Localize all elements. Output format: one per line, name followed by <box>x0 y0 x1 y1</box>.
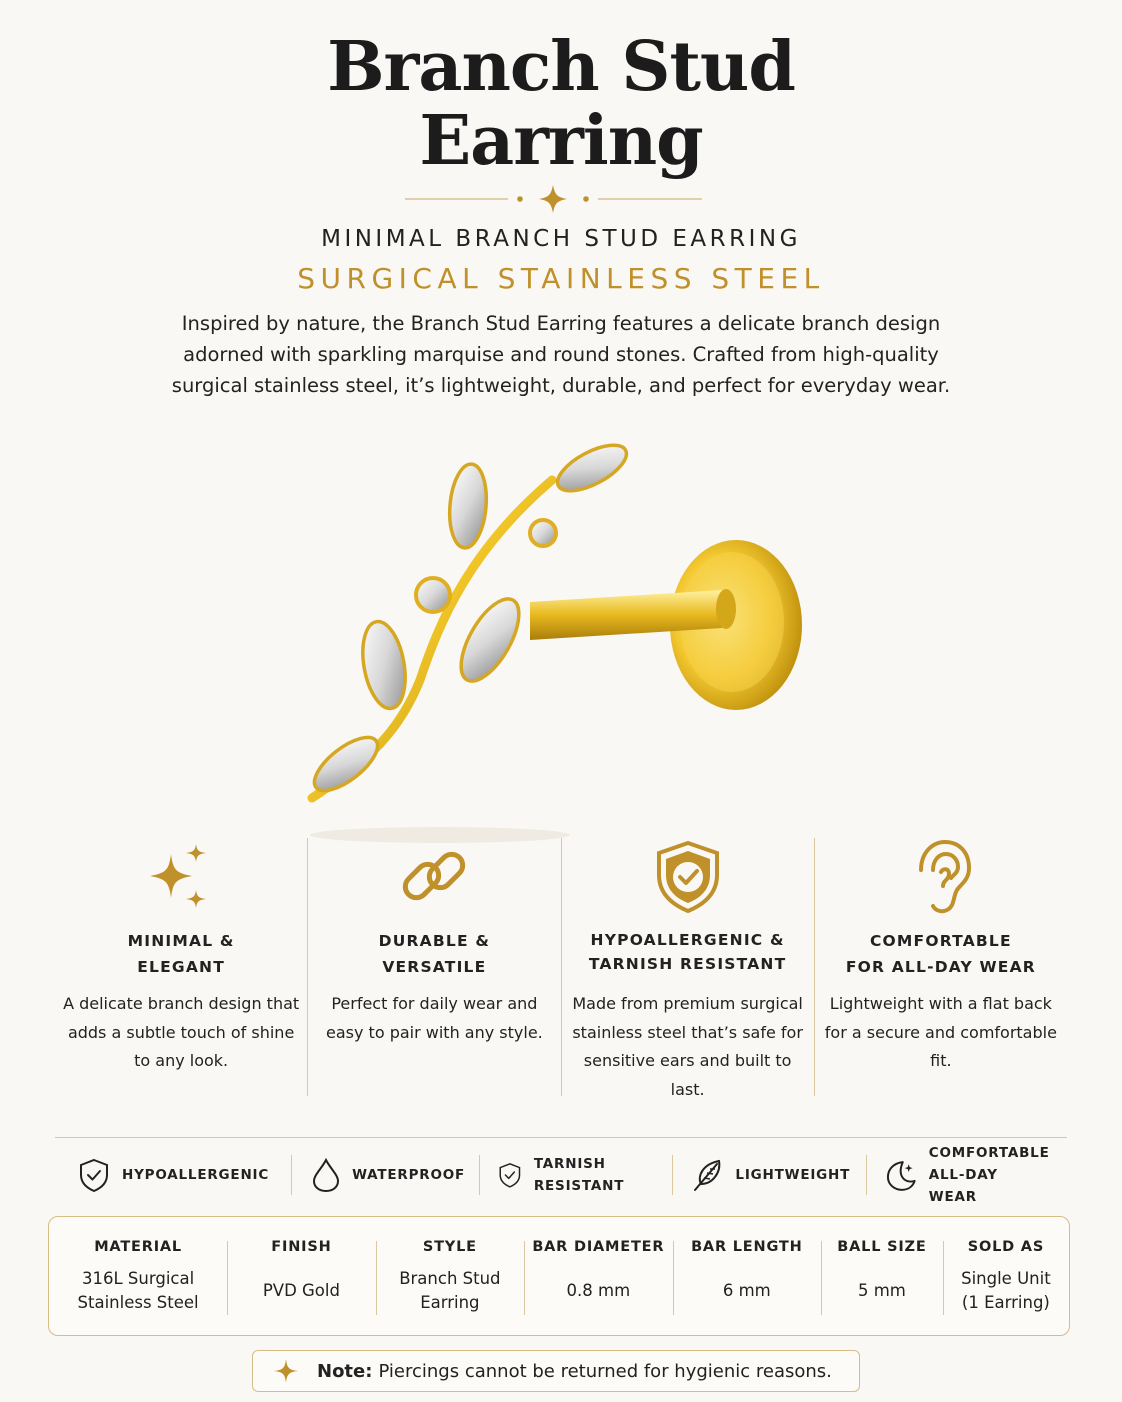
feature-text: A delicate branch design that adds a subtle touch of shine to any look. <box>63 994 300 1070</box>
spec-label: BALL SIZE <box>837 1239 927 1255</box>
spec-finish <box>227 1217 375 1335</box>
specs-table <box>48 1216 1070 1336</box>
badge-lightweight <box>672 1155 866 1195</box>
ornament-divider <box>0 180 1122 220</box>
spec-bar-length <box>673 1217 821 1335</box>
title-line-2: Earring <box>419 101 703 181</box>
spec-style <box>376 1217 524 1335</box>
spec-label: SOLD AS <box>967 1239 1045 1255</box>
feature-heading: DURABLE & VERSATILE <box>378 932 491 976</box>
spec-sold-as <box>943 1217 1069 1335</box>
badge-label: LIGHTWEIGHT <box>735 1167 851 1183</box>
spec-value: 5 mm <box>857 1281 906 1300</box>
spec-value: Branch Stud Earring <box>399 1269 501 1312</box>
spec-label: STYLE <box>422 1239 477 1255</box>
badges-row <box>70 1145 1060 1205</box>
feature-heading: COMFORTABLE FOR ALL-DAY WEAR <box>845 932 1036 976</box>
shield-check-icon <box>78 1158 110 1192</box>
product-image <box>290 430 850 850</box>
spec-value: Single Unit (1 Earring) <box>961 1269 1051 1312</box>
spec-label: BAR DIAMETER <box>532 1239 665 1255</box>
spec-material <box>49 1217 227 1335</box>
spec-value: 6 mm <box>722 1281 771 1300</box>
feature-text: Made from premium surgical stainless steel that’s safe for sensitive ears and built to last. <box>572 994 803 1099</box>
spec-label: FINISH <box>271 1239 332 1255</box>
badge-label: WATERPROOF <box>352 1167 466 1183</box>
subtitle-material: SURGICAL STAINLESS STEEL <box>297 262 825 295</box>
title-line-1: Branch Stud <box>327 27 795 107</box>
spec-label: MATERIAL <box>94 1239 182 1255</box>
badge-label: HYPOALLERGENIC <box>122 1167 270 1183</box>
badge-waterproof <box>291 1155 479 1195</box>
sparkle-icon <box>539 185 567 213</box>
chain-link-icon <box>399 842 469 912</box>
shield-check-icon <box>498 1158 522 1192</box>
spec-bar-diameter <box>524 1217 672 1335</box>
badge-comfortable <box>866 1145 1060 1205</box>
feature-durable <box>307 838 560 1096</box>
spec-value: 316L Surgical Stainless Steel <box>77 1269 199 1312</box>
spec-label: BAR LENGTH <box>691 1239 803 1255</box>
section-divider <box>55 1137 1067 1138</box>
feature-heading: MINIMAL & ELEGANT <box>127 932 235 976</box>
sparkle-icon <box>146 842 216 912</box>
note-label: Note: <box>317 1360 373 1382</box>
badge-hypoallergenic <box>70 1155 291 1195</box>
sparkle-icon <box>273 1358 299 1384</box>
ear-icon <box>911 840 971 914</box>
feature-heading: HYPOALLERGENIC & TARNISH RESISTANT <box>588 931 787 973</box>
spec-ball-size <box>821 1217 943 1335</box>
feature-hypoallergenic <box>561 838 814 1099</box>
feather-icon <box>691 1158 723 1192</box>
feature-text: Perfect for daily wear and easy to pair with any style. <box>326 994 543 1042</box>
badge-label: TARNISH RESISTANT <box>533 1156 625 1194</box>
note-text: Piercings cannot be returned for hygienic reasons. <box>378 1360 832 1382</box>
badge-label: COMFORTABLE ALL-DAY WEAR <box>928 1145 1050 1205</box>
spec-value: 0.8 mm <box>566 1281 631 1300</box>
feature-minimal <box>55 838 307 1096</box>
badge-tarnish-resistant <box>479 1155 672 1195</box>
feature-comfortable <box>814 838 1067 1096</box>
shield-check-icon <box>653 841 723 913</box>
page-title <box>0 27 1122 181</box>
feature-text: Lightweight with a flat back for a secure and comfortable fit. <box>824 994 1057 1070</box>
spec-value: PVD Gold <box>262 1281 340 1300</box>
product-description: Inspired by nature, the Branch Stud Earring features a delicate branch design adorned with sparkling marquise and round stones. Crafted from high-quality surgical stainless steel, it’s lightweight, durable, and perfect for everyday wear. <box>171 312 951 397</box>
subtitle: MINIMAL BRANCH STUD EARRING <box>321 226 801 252</box>
return-note <box>252 1350 860 1392</box>
features-row <box>55 838 1067 1099</box>
moon-star-icon <box>883 1158 917 1192</box>
water-drop-icon <box>312 1158 340 1192</box>
